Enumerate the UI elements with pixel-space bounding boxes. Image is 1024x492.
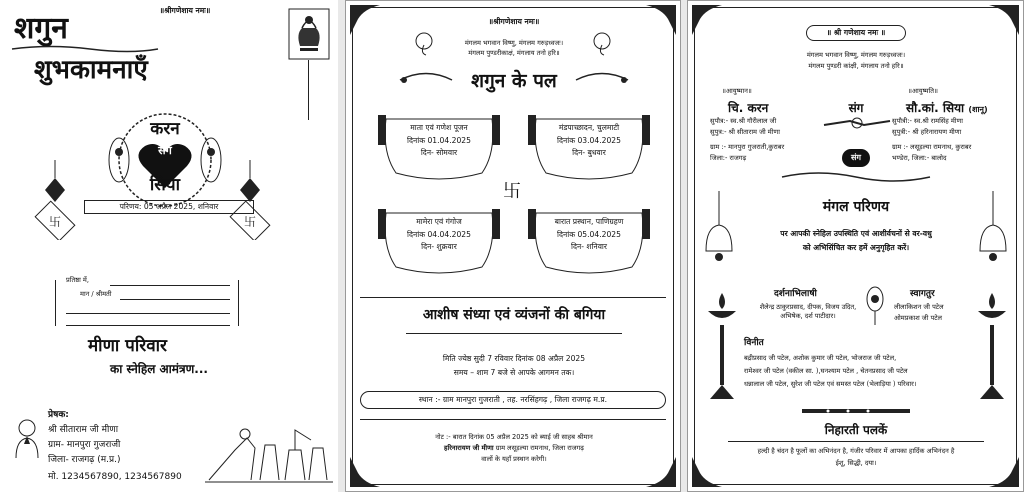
address-frame-left (55, 280, 56, 326)
preshak-zila: जिला- राजगढ़ (म.प्र.) (48, 455, 121, 465)
groom-line-4: जिला:- राजगढ़ (710, 154, 747, 162)
aayushman-label: ॥आयुष्मान॥ (722, 87, 752, 95)
title-shubh (14, 12, 68, 46)
diya-stand-icon (972, 281, 1012, 401)
sthan-text: स्थान :- ग्राम मानपुरा गुजराती , तह. नरसिंहगढ़ , जिला राजगढ़ म.प्र. (418, 395, 608, 404)
aayushmati-label: ॥आयुष्मति॥ (908, 87, 938, 95)
corner-ornament-icon (348, 3, 382, 37)
corner-ornament-icon (690, 3, 724, 37)
note-line-3: वालों के यहाँ प्रस्थान करेगी। (481, 455, 547, 463)
namaste-icon (12, 418, 42, 458)
right-ornament-icon (225, 160, 275, 240)
groom-heading (728, 99, 768, 116)
swagat-line-1: लीलाकिशन जी पटेल (894, 303, 944, 311)
title-underline (10, 44, 160, 54)
sang-label: संग (158, 144, 172, 157)
groom-line-1: सुपौत्र:- स्व.श्री गौरीलाल जी (710, 117, 777, 125)
invite-line-1: पर आपकी स्नेहिल उपस्थिति एवं आशीर्वचनों से वर-वधु (780, 229, 932, 238)
ganesh-heading: ॥श्रीगणेशाय नमः॥ (488, 17, 540, 26)
swastik-icon: 卐 (503, 181, 521, 202)
divider (728, 441, 984, 442)
event-date: दिनांक 03.04.2025 (557, 136, 621, 145)
preshak-name: श्री सीताराम जी मीणा (48, 425, 119, 435)
title-shubhkamnaye: शुभकामनाएँ (34, 55, 148, 85)
shagun-title: शगुन के पल (471, 70, 557, 92)
corner-ornament-icon (644, 3, 678, 37)
preshak-gram: ग्राम- मानपुरा गुजराजी (48, 440, 121, 450)
note-rest: ग्राम लसूड़ल्या रामनाथ, जिला राजगढ़ (493, 444, 584, 452)
event-name: मामेरा एवं गंगोज (416, 217, 462, 226)
events-panel (345, 0, 681, 492)
event-day: दिन- शनिवार (570, 242, 607, 251)
address-frame-right (238, 280, 239, 326)
peacock-feather-icon (864, 285, 886, 325)
pratishtha-label: प्रतिष्ठा में, (66, 276, 89, 284)
hands-icon (822, 111, 892, 135)
details-panel (687, 0, 1024, 492)
ashish-title: आशीष संध्या एवं व्यंजनों की बगिया (422, 307, 606, 323)
address-line (120, 299, 230, 300)
bride-prefix: सौ.कां. (906, 101, 939, 115)
bride-line-3: ग्राम :- लसूड़ल्या रामनाथ, कुराबर (892, 143, 972, 151)
vineet-line-2: रामेश्वर जी पटेल (वकील सा. ),घनश्याम पटेल , चेतनप्रसाद जी पटेल (744, 367, 908, 375)
bride-nickname: (शानू) (968, 105, 988, 114)
bride-name: सिया (149, 175, 181, 195)
address-line (66, 325, 230, 326)
vineet-title: विनीत (744, 338, 764, 348)
title-word: शगुन (14, 11, 68, 46)
sneh-amantran: का स्नेहिल आमंत्रण... (110, 362, 208, 376)
mantra-line-1: मंगलम भगवान विष्णु, मंगलम गरुड़ध्वजः। (464, 39, 564, 47)
groom-name: करन (150, 119, 180, 139)
event-name: मंडपाच्छादन, चुलमाटी (558, 123, 620, 132)
mantra-line-2: मंगलम पुण्डरी कांक्षी, मंगलाय तनो हरि॥ (808, 62, 904, 70)
bride-heading (906, 99, 988, 116)
divider (360, 419, 666, 420)
ganesh-heading: ॥श्रीगणेशाय नमः॥ (159, 6, 211, 15)
groom-name: करन (747, 101, 769, 115)
event-date: दिनांक 01.04.2025 (407, 136, 471, 145)
mantra-line-2: मंगलम पुण्डरीकाक्षं, मंगलाय तनो हरि॥ (468, 49, 560, 57)
niharti-line-2: ईशू, सिद्धी, दया। (835, 459, 877, 467)
note-line-2 (366, 444, 662, 453)
sang-label: संग (848, 101, 864, 115)
flute-icon (798, 403, 914, 419)
hanging-line (308, 60, 309, 120)
left-ornament-icon (30, 160, 80, 240)
darshan-body: शैलेन्द्र ठाकुरप्रसाद, दीपक, विजय उदित, अभिषेक, दर्श पाटीदार। (759, 303, 857, 320)
event-card (378, 207, 500, 279)
parinay-date: परिणय: 05 अप्रैल 2025, शनिवार (119, 202, 219, 211)
sang-badge-text: संग (851, 153, 861, 162)
niharti-title: निहारती पलकें (824, 423, 888, 437)
preshak-mobile: मो. 1234567890, 1234567890 (48, 472, 182, 482)
svg-text:卐: 卐 (48, 215, 62, 229)
hanging-bell-icon (702, 191, 736, 271)
ashish-samay: समय – शाम 7 बजे से आपके आगमन तक। (453, 368, 575, 377)
mantra-line-1: मंगलम भगवान विष्णु, मंगलम गरुड़ध्वजः। (806, 51, 906, 59)
niharti-line-1: हल्दी है चंदन है फूलों का अभिनंदन है, गंजीर परिवार में आपका हार्दिक अभिनंदन है (757, 447, 955, 455)
mangal-parinay-title: मंगल परिणय (822, 199, 890, 215)
event-day: दिन- सोमवार (420, 148, 458, 157)
svg-text:卐: 卐 (243, 215, 257, 229)
swagat-line-2: ओमप्रकाश जी पटेल (894, 314, 943, 322)
groom-prefix: चि. (728, 101, 744, 115)
bride-line-2: सुपुत्री:- श्री हरिनारायण मीणा (892, 128, 962, 136)
invite-line-2: को अभिसिंचित कर हमें अनुगृहित करें। (802, 243, 910, 252)
cover-panel (0, 0, 338, 492)
note-bold-name: हरिनारायण जी मीणा (444, 444, 494, 452)
ganesh-heading: ॥ श्री गणेशाय नमः ॥ (826, 28, 886, 37)
divider (360, 297, 666, 298)
hanging-bell-icon (976, 191, 1010, 271)
event-day: दिन- शुक्रवार (421, 242, 457, 251)
event-day: दिन- बुधवार (572, 148, 606, 157)
event-date: दिनांक 04.04.2025 (407, 230, 471, 239)
event-card (528, 113, 650, 185)
corner-ornament-icon (987, 3, 1021, 37)
event-card (528, 207, 650, 279)
baraat-procession-icon (205, 420, 333, 488)
groom-line-3: ग्राम :- मानपुरा गुजराती,कुराबर (710, 143, 785, 151)
bride-name: सिया (942, 101, 965, 115)
divider (406, 333, 622, 334)
panel-gap (338, 0, 345, 492)
vineet-line-3: धन्नालाल जी पटेल, सुरेश जी पटेल एवं समस्त पटेल (भेलाड़िया ) परिवार। (744, 380, 917, 388)
family-name: मीणा परिवार (88, 336, 168, 356)
diya-stand-icon (702, 281, 742, 401)
maan-label: मान / श्रीमती (80, 290, 112, 298)
flourish-divider (778, 169, 934, 185)
bride-line-4: भण्डेरा, जिला:- बालोद (892, 154, 947, 162)
groom-line-2: सुपुत्र:- श्री सीताराम जी मीणा (710, 128, 780, 136)
note-line-1: नोट :- बारात दिनांक 05 अप्रैल 2025 को ब्याई जी साहब श्रीमान (435, 433, 593, 441)
preshak-label: प्रेषक: (48, 410, 69, 420)
event-name: माता एवं गणेश पूजन (410, 123, 468, 132)
event-date: दिनांक 05.04.2025 (557, 230, 621, 239)
kalash-icon (288, 8, 330, 60)
ashish-miti: मिति ज्येष्ठ सुदी 7 रविवार दिनांक 08 अप्रैल 2025 (442, 354, 586, 363)
event-name: बारात प्रस्थान, पाणिग्रहण (554, 217, 624, 226)
darshan-title: दर्शनाभिलाषी (774, 289, 817, 299)
address-line (110, 285, 230, 286)
bride-line-1: सुपौत्री:- स्व.श्री रामसिंह मीणा (892, 117, 963, 125)
swagat-title: स्वागतुर (910, 289, 935, 299)
vineet-line-1: बद्रीप्रसाद जी पटेल, अशोक कुमार जी पटेल, भोजराज जी पटेल, (744, 354, 897, 362)
address-line (66, 313, 230, 314)
event-card (378, 113, 500, 185)
